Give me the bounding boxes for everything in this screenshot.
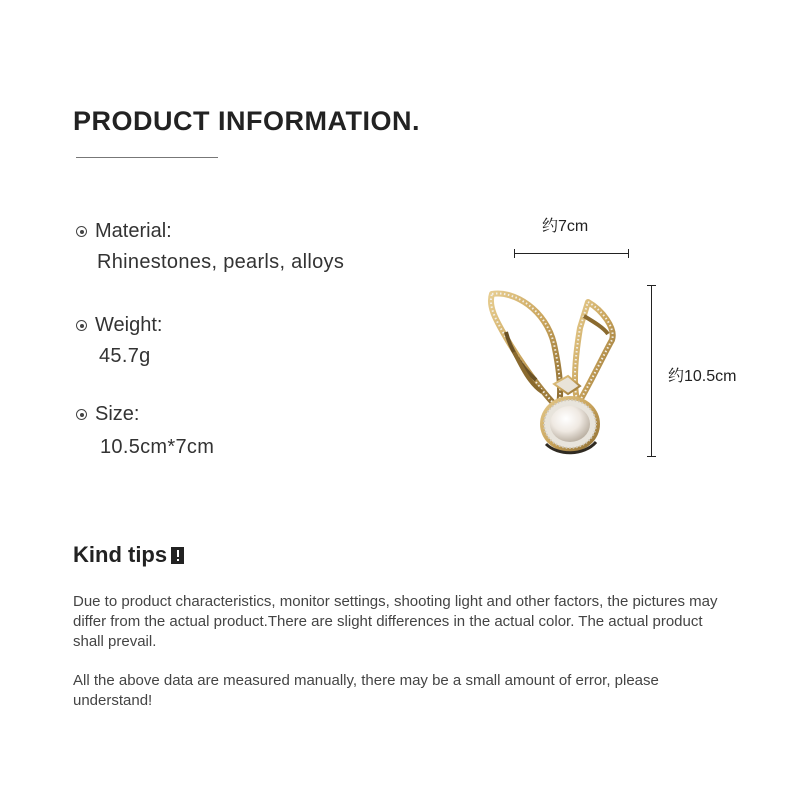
spec-value: Rhinestones, pearls, alloys — [97, 251, 345, 273]
spec-size — [76, 403, 214, 459]
exclamation-icon — [171, 547, 184, 564]
spec-value: 45.7g — [99, 345, 151, 367]
height-dimension-line — [651, 285, 652, 457]
height-dimension-label: 约10.5cm — [668, 368, 737, 385]
width-dimension-line — [514, 253, 629, 254]
spec-material — [76, 220, 344, 274]
kind-tips-heading — [73, 542, 184, 568]
pearl-claw-clip-image — [484, 288, 624, 458]
kind-tips-paragraph: All the above data are measured manually, there may be a small amount of error, please understand! — [73, 672, 659, 709]
width-dimension-label: 约7cm — [542, 218, 589, 235]
spec-value: 10.5cm*7cm — [100, 436, 215, 458]
kind-tips-title: Kind tips — [73, 542, 168, 567]
page-title: PRODUCT INFORMATION. — [73, 106, 420, 136]
spec-label: Material: — [95, 220, 172, 242]
spec-label: Weight: — [95, 314, 163, 336]
kind-tips-paragraph: Due to product characteristics, monitor settings, shooting light and other factors, the pictures may differ from the actual product.There are slight differences in the actual color. The actual product shall prevail. — [73, 593, 718, 650]
bullet-icon — [76, 409, 87, 420]
bullet-icon — [76, 226, 87, 237]
spec-label: Size: — [95, 403, 140, 425]
spec-weight — [76, 314, 162, 368]
title-underline — [76, 157, 218, 158]
bullet-icon — [76, 320, 87, 331]
